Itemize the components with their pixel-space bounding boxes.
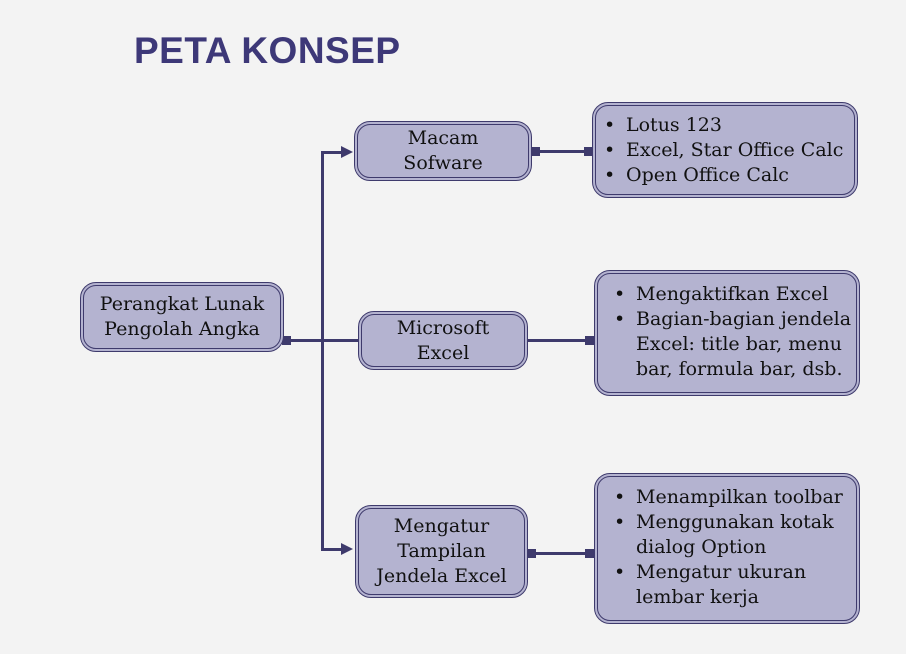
node-text: Macam	[407, 127, 479, 149]
item-text: Mengaktifkan Excel	[636, 283, 829, 305]
connector-end	[585, 549, 594, 558]
item-text: dialog Option	[636, 536, 767, 558]
branch-node-microsoft-excel	[358, 311, 528, 370]
arrow-icon	[341, 146, 353, 158]
list-item	[636, 560, 856, 610]
node-text: Sofware	[403, 152, 483, 174]
detail-node-software-list	[592, 102, 858, 198]
page-title: PETA KONSEP	[134, 30, 401, 71]
list-item: • Open Office Calc	[626, 163, 854, 188]
connector-branch-3-detail	[527, 552, 594, 555]
branch-node-mengatur-tampilan	[355, 505, 528, 598]
root-node	[80, 282, 284, 352]
connector-end	[585, 336, 594, 345]
node-text: Tampilan	[397, 540, 486, 562]
item-text: bar, formula bar, dsb.	[636, 358, 843, 380]
detail-node-excel-list	[594, 270, 860, 396]
node-text: Excel	[416, 341, 470, 364]
list-item: • Lotus 123	[626, 113, 854, 138]
node-text: Mengatur	[393, 515, 490, 537]
list-item	[636, 307, 856, 382]
list-item	[636, 485, 856, 510]
list-item	[636, 510, 856, 560]
item-text: Excel: title bar, menu	[636, 333, 842, 355]
node-text: Jendela Excel	[376, 565, 507, 587]
item-text: Menampilkan toolbar	[636, 486, 843, 508]
connector-end	[531, 147, 540, 156]
list-item	[636, 282, 856, 307]
connector-to-branch-3	[321, 548, 343, 551]
list-item: • Excel, Star Office Calc	[626, 138, 854, 163]
node-text: Perangkat Lunak	[99, 293, 265, 315]
item-text: • Mengatur ukuran	[636, 561, 807, 583]
arrow-icon	[341, 543, 353, 555]
item-text: lembar kerja	[636, 586, 760, 608]
detail-node-tampilan-list	[594, 473, 860, 624]
branch-node-macam-software	[354, 121, 532, 181]
connector-branch-2-detail	[527, 339, 594, 342]
item-text: • Bagian-bagian jendela	[636, 308, 852, 330]
node-text: Pengolah Angka	[104, 318, 260, 340]
connector-to-branch-1	[321, 151, 343, 154]
connector-vertical-trunk	[321, 151, 324, 551]
node-text: Microsoft	[396, 316, 490, 339]
item-text: • Menggunakan kotak	[636, 511, 834, 533]
connector-end	[527, 549, 536, 558]
